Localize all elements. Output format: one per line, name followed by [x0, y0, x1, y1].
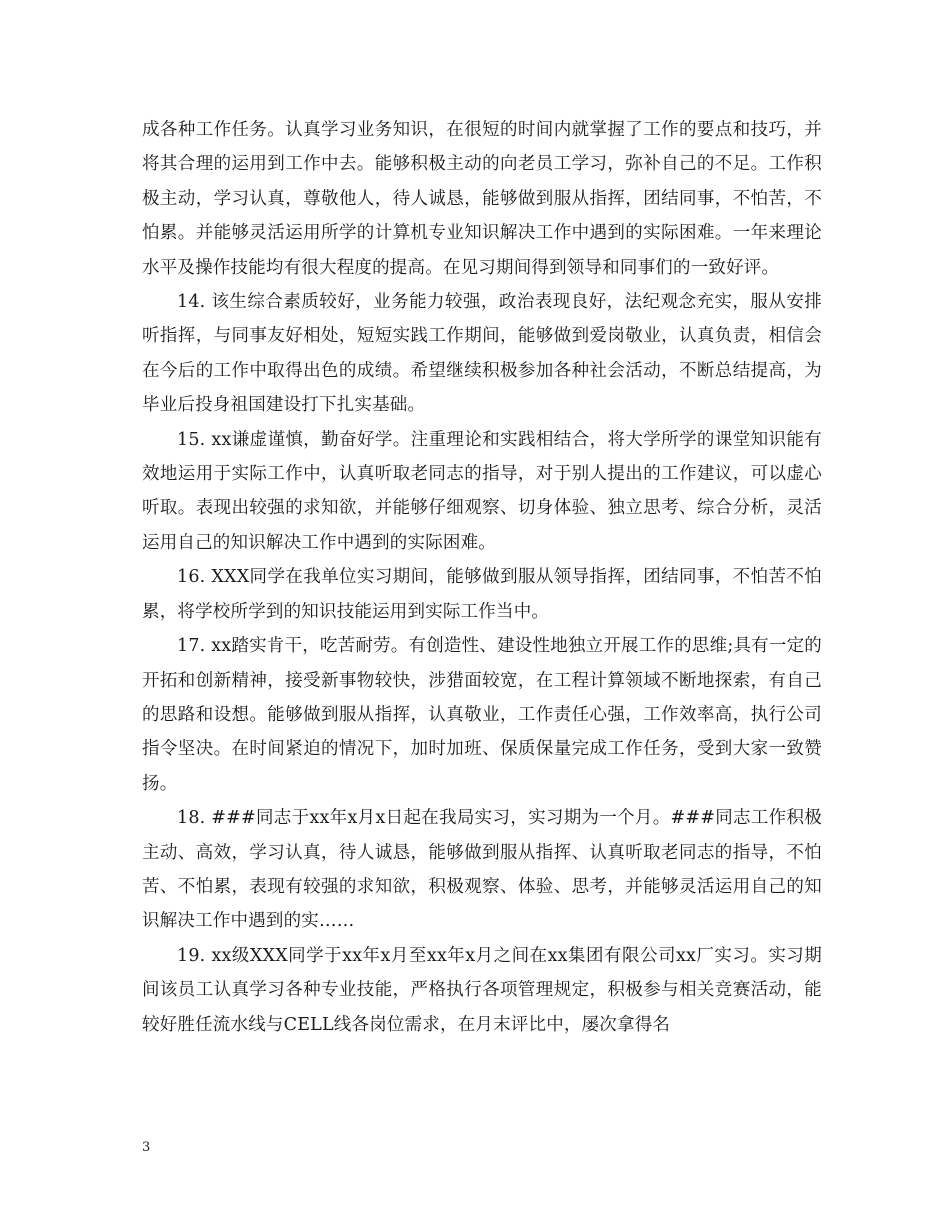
document-body: [142, 113, 822, 1042]
paragraph-item-15: 15. xx谦虚谨慎，勤奋好学。注重理论和实践相结合，将大学所学的课堂知识能有效地运用于实际工作中，认真听取老同志的指导，对于别人提出的工作建议，可以虚心听取。表现出较强的求知欲，并能够仔细观察、切身体验、独立思考、综合分析，灵活运用自己的知识解决工作中遇到的实际困难。: [142, 429, 822, 553]
paragraph-continuation: 成各种工作任务。认真学习业务知识，在很短的时间内就掌握了工作的要点和技巧，并将其合理的运用到工作中去。能够积极主动的向老员工学习，弥补自己的不足。工作积极主动，学习认真，尊敬他人，待人诚恳，能够做到服从指挥，团结同事，不怕苦，不怕累。并能够灵活运用所学的计算机专业知识解决工作中遇到的实际困难。一年来理论水平及操作技能均有很大程度的提高。在见习期间得到领导和同事们的一致好评。: [142, 120, 822, 278]
page-number: 3: [142, 1140, 151, 1155]
paragraph-item-17: 17. xx踏实肯干，吃苦耐劳。有创造性、建设性地独立开展工作的思维;具有一定的开拓和创新精神，接受新事物较快，涉猎面较宽，在工程计算领域不断地探索，有自己的思路和设想。能够做到服从指挥，认真敬业，工作责任心强，工作效率高，执行公司指令坚决。在时间紧迫的情况下，加时加班、保质保量完成工作任务，受到大家一致赞扬。: [142, 636, 822, 794]
paragraph-item-19: 19. xx级XXX同学于xx年x月至xx年x月之间在xx集团有限公司xx厂实习。实习期间该员工认真学习各种专业技能，严格执行各项管理规定，积极参与相关竞赛活动，能较好胜任流水线与CELL线各岗位需求，在月末评比中，屡次拿得名: [142, 945, 822, 1035]
paragraph-item-16: 16. XXX同学在我单位实习期间，能够做到服从领导指挥，团结同事，不怕苦不怕累，将学校所学到的知识技能运用到实际工作当中。: [142, 567, 822, 622]
paragraph-item-14: 14. 该生综合素质较好，业务能力较强，政治表现良好，法纪观念充实，服从安排听指挥，与同事友好相处，短短实践工作期间，能够做到爱岗敬业，认真负责，相信会在今后的工作中取得出色的成绩。希望继续积极参加各种社会活动，不断总结提高，为毕业后投身祖国建设打下扎实基础。: [142, 292, 822, 416]
paragraph-item-18: 18. ###同志于xx年x月x日起在我局实习，实习期为一个月。###同志工作积极主动、高效，学习认真，待人诚恳，能够做到服从指挥、认真听取老同志的指导，不怕苦、不怕累，表现有较强的求知欲，积极观察、体验、思考，并能够灵活运用自己的知识解决工作中遇到的实……: [142, 808, 822, 932]
